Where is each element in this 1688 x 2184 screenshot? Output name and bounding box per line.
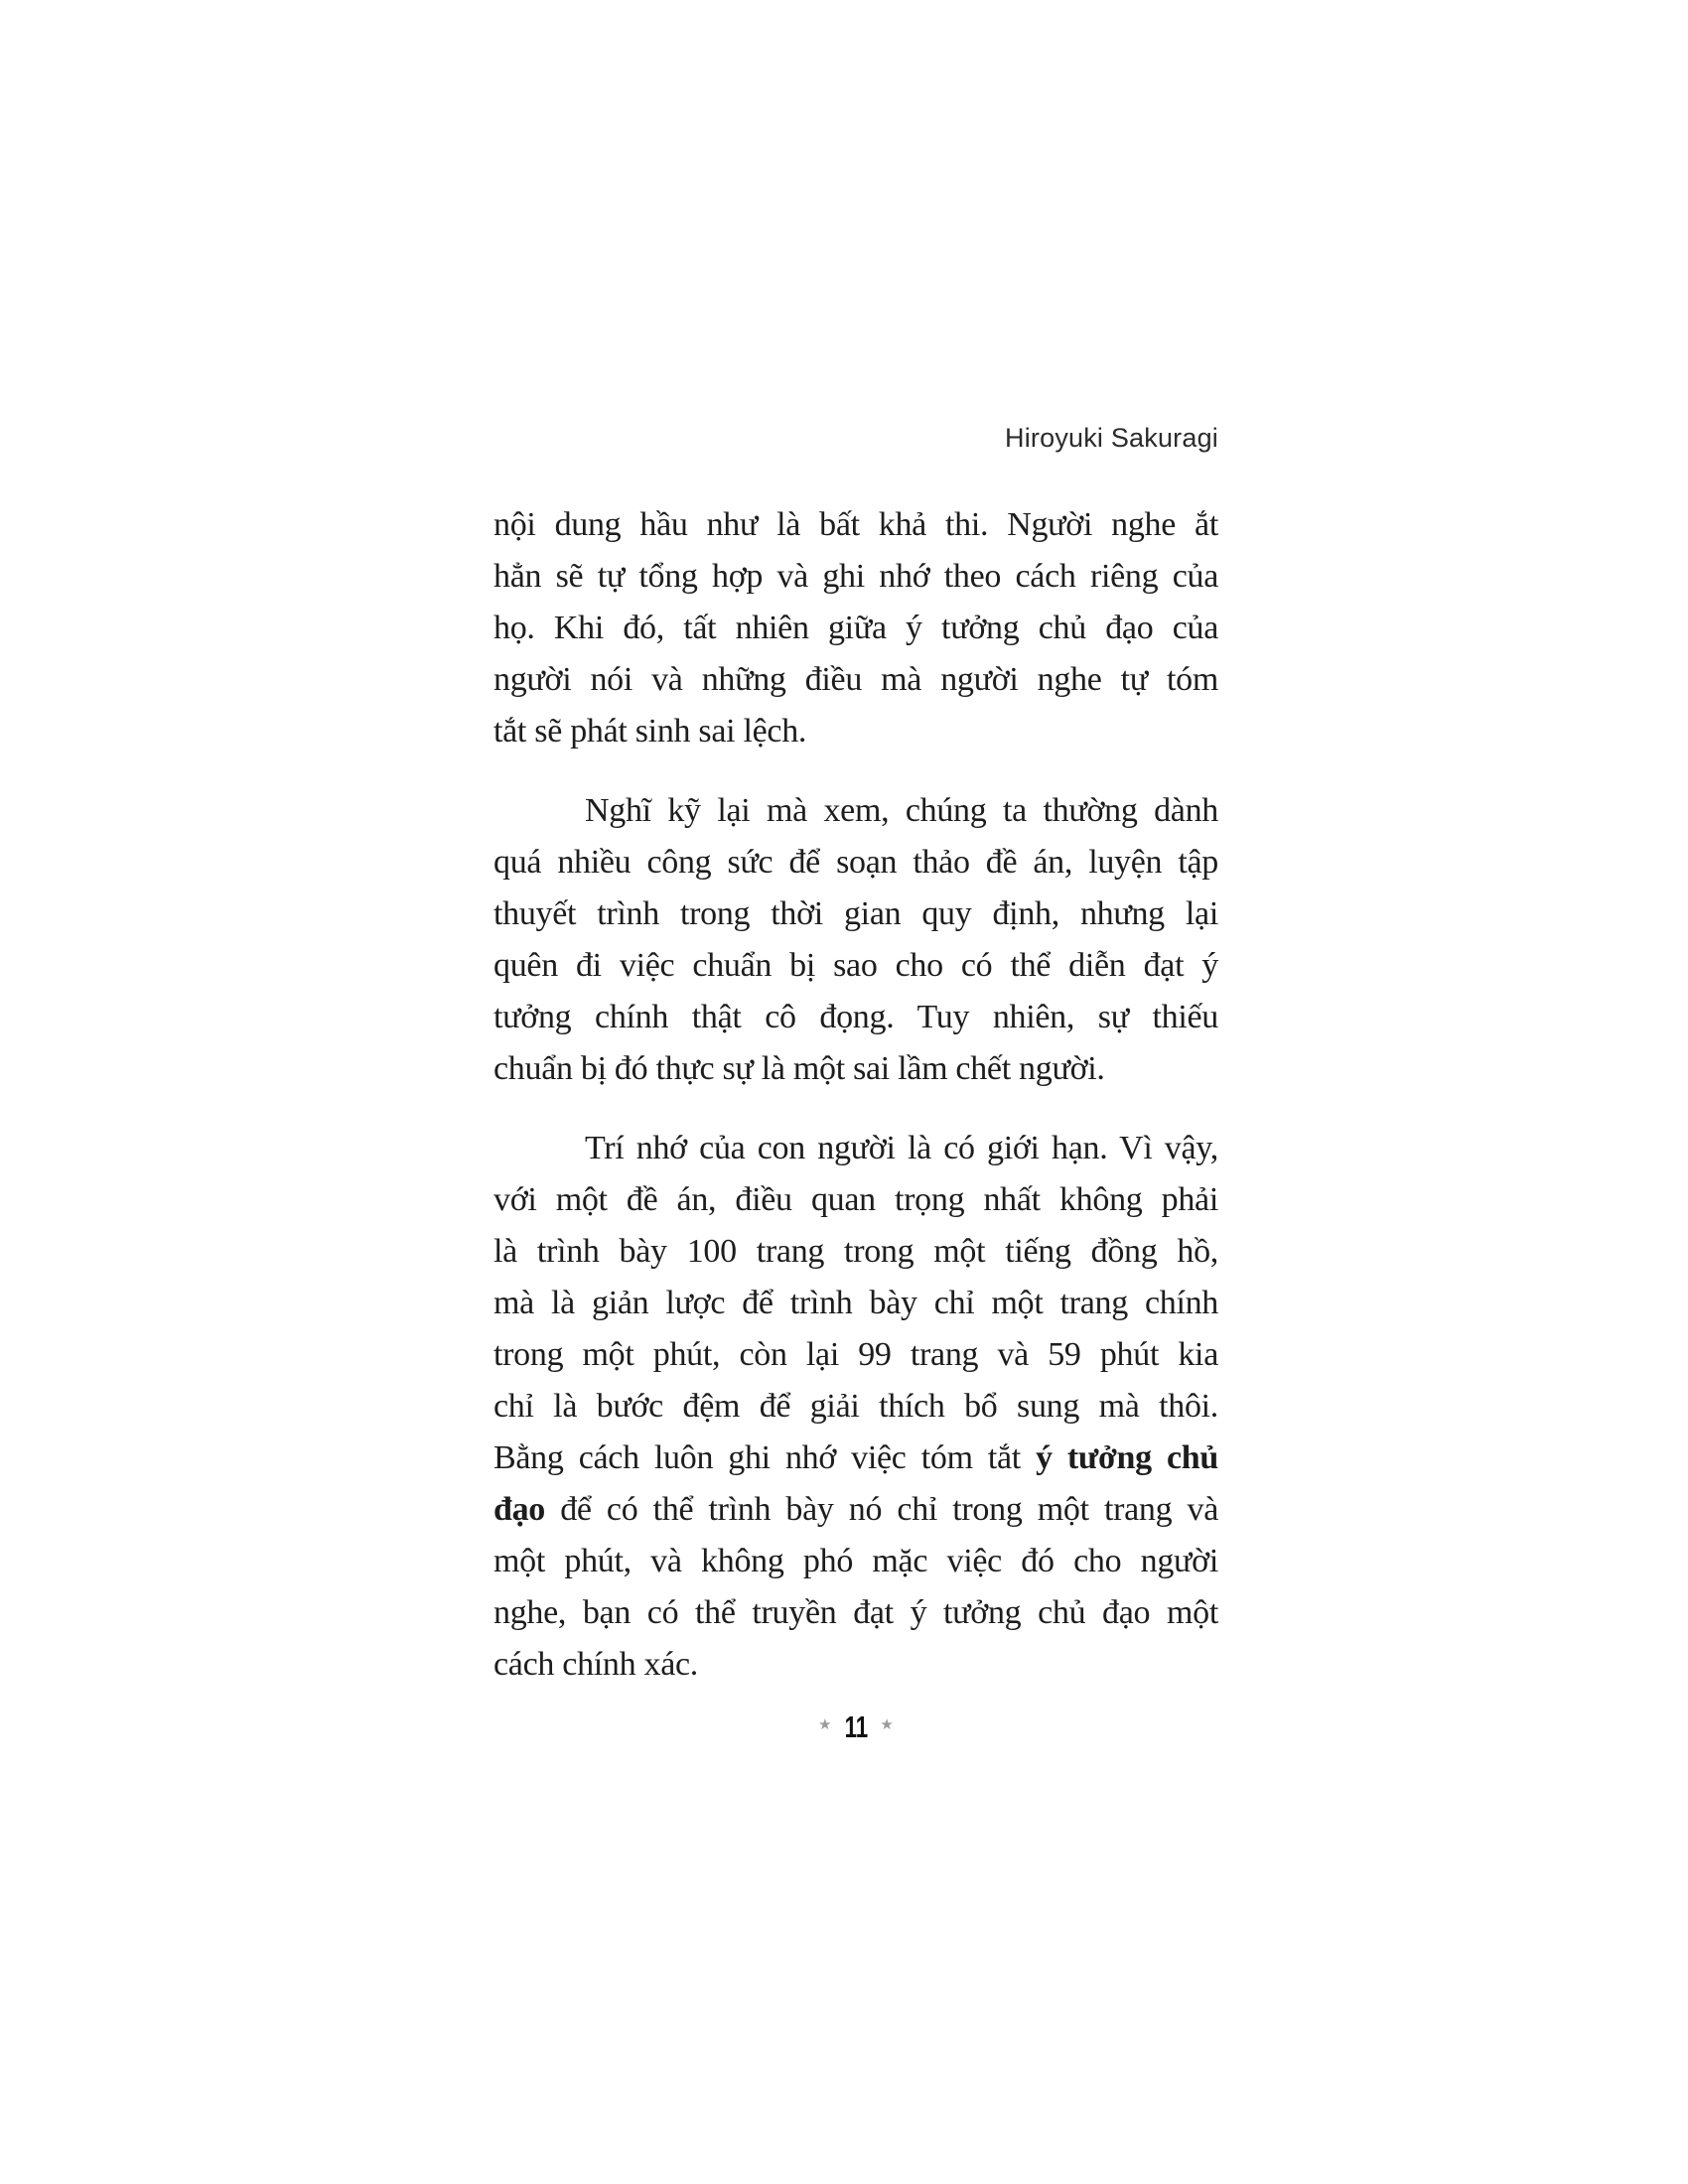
text-line: trong một phút, còn lại 99 trang và 59 phút kia bbox=[493, 1336, 1218, 1373]
text-line: Nghĩ kỹ lại mà xem, chúng ta thường dành bbox=[585, 792, 1218, 829]
text-line: nội dung hầu như là bất khả thi. Người nghe ắt bbox=[493, 506, 1218, 543]
text-line: thuyết trình trong thời gian quy định, nhưng lại bbox=[493, 895, 1218, 932]
text-line: cách chính xác. bbox=[493, 1646, 698, 1683]
paragraph-2 bbox=[493, 785, 1218, 1095]
text-line: quá nhiều công sức để soạn thảo đề án, luyện tập bbox=[493, 844, 1218, 881]
text-line: một phút, và không phó mặc việc đó cho người bbox=[493, 1543, 1218, 1579]
author-name: Hiroyuki Sakuragi bbox=[1005, 423, 1218, 453]
running-header bbox=[493, 423, 1218, 454]
text-line bbox=[493, 1433, 1218, 1484]
text-line: hẳn sẽ tự tổng hợp và ghi nhớ theo cách riêng của bbox=[493, 558, 1218, 595]
text-run: Bằng cách luôn ghi nhớ việc tóm tắt bbox=[493, 1439, 1037, 1476]
star-ornament-right-icon: ★ bbox=[880, 1717, 894, 1733]
text-line: chỉ là bước đệm để giải thích bổ sung mà thôi. bbox=[493, 1388, 1218, 1425]
text-line: mà là giản lược để trình bày chỉ một trang chính bbox=[493, 1285, 1218, 1321]
bold-text-run: đạo bbox=[493, 1491, 546, 1528]
text-run: để có thể trình bày nó chỉ trong một trang và bbox=[545, 1491, 1218, 1528]
bold-text-run: ý tưởng chủ bbox=[1036, 1439, 1218, 1476]
text-line: với một đề án, điều quan trọng nhất không phải bbox=[493, 1181, 1218, 1218]
text-line: nghe, bạn có thể truyền đạt ý tưởng chủ đạo một bbox=[493, 1594, 1218, 1631]
star-ornament-left-icon: ★ bbox=[818, 1717, 832, 1733]
text-line: tắt sẽ phát sinh sai lệch. bbox=[493, 713, 807, 750]
text-line: là trình bày 100 trang trong một tiếng đồng hồ, bbox=[493, 1233, 1218, 1270]
paragraph-1 bbox=[493, 499, 1218, 757]
text-line: chuẩn bị đó thực sự là một sai lầm chết người. bbox=[493, 1050, 1105, 1087]
text-line: Trí nhớ của con người là có giới hạn. Vì vậy, bbox=[585, 1130, 1218, 1166]
text-line: tưởng chính thật cô đọng. Tuy nhiên, sự thiếu bbox=[493, 999, 1218, 1035]
body-text bbox=[493, 499, 1218, 1691]
page-number: 11 bbox=[844, 1709, 868, 1744]
text-line: họ. Khi đó, tất nhiên giữa ý tưởng chủ đạo của bbox=[493, 610, 1218, 646]
page-footer bbox=[493, 1704, 1218, 1755]
paragraph-3 bbox=[493, 1123, 1218, 1691]
text-line: người nói và những điều mà người nghe tự tóm bbox=[493, 661, 1218, 698]
text-line: quên đi việc chuẩn bị sao cho có thể diễn đạt ý bbox=[493, 947, 1218, 984]
text-line bbox=[493, 1484, 1218, 1536]
